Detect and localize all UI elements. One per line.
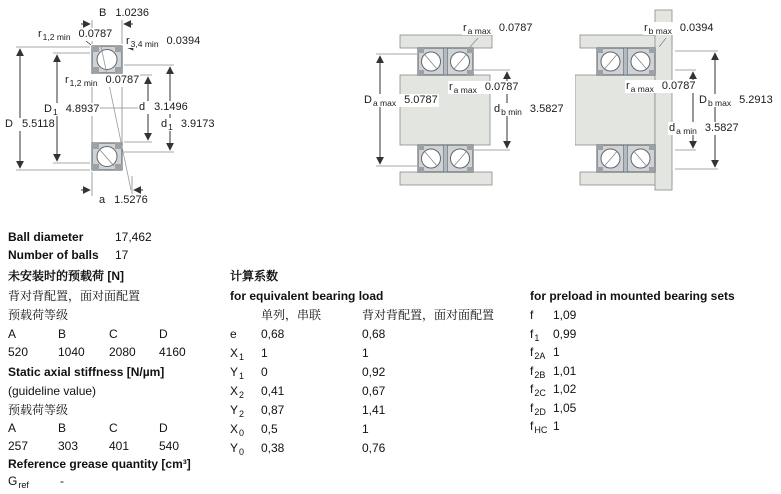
preload-class-D: D [159,327,168,341]
bearing-pair-top [597,48,655,75]
dim-d: d 3.1496 [139,101,188,113]
stiffness-class-A: A [8,421,17,435]
dim-d1: $d_1$ 3.9173 [161,118,215,132]
dim-ra-max-top: $r_{a max}$ 0.0787 [463,22,533,36]
housing-top [400,35,492,48]
bearing-bottom-section [92,143,122,170]
calc-row-v2: 0,92 [362,365,386,379]
ball-icon [97,147,117,167]
pf-row-sym: $f_{2A}$ [530,345,546,361]
calc-row-v2: 1 [362,346,369,360]
calc-row-v1: 1 [261,346,268,360]
ball-diameter-value: 17,462 [115,230,152,244]
stiffness-value-B: 303 [58,439,79,453]
single-bearing-diagram-graphic [0,0,240,220]
dim-D1: $D_1$ 4.8937 [44,103,100,117]
calc-col1-header: 单列，串联 [261,308,322,322]
preload-factors-title: for preload in mounted bearing sets [530,289,735,303]
stiffness-class-B: B [58,421,67,435]
calc-row-sym: $X_2$ [230,384,245,400]
stiffness-class-C: C [109,421,118,435]
pf-row-sym: $f_{2C}$ [530,382,546,398]
calc-row-v2: 0,76 [362,441,386,455]
bearing-set-drawing-1 [360,0,580,220]
calc-row-sym: $Y_1$ [230,365,245,381]
preload-value-D: 4160 [159,345,186,359]
preload-class-A: A [8,327,17,341]
calc-col2-header: 背对背配置，面对面配置 [362,308,495,322]
ball-diameter-label: Ball diameter [8,230,84,244]
pf-row-sym: $f_1$ [530,327,540,343]
calc-row-sym: e [230,327,237,341]
stiffness-note: (guideline value) [8,384,97,398]
calc-row-sym: $X_1$ [230,346,245,362]
pf-row-value: 1 [553,419,560,433]
stiffness-value-A: 257 [8,439,29,453]
calc-row-v1: 0,5 [261,422,278,436]
bearing-pair-bottom [418,145,473,172]
preload-class-C: C [109,327,118,341]
pf-row-sym: $f_{2D}$ [530,401,546,417]
calc-row-v2: 1 [362,422,369,436]
pf-row-value: 1 [553,345,560,359]
bearing-set-drawing-2 [575,0,781,220]
pf-row-value: 1,02 [553,382,577,396]
preload-class-B: B [58,327,67,341]
number-of-balls-value: 17 [115,248,129,262]
calc-row-v2: 1,41 [362,403,386,417]
dim-db-min: $d_{b min}$ 3.5827 [494,103,564,117]
bearing-pair-top [418,48,473,75]
dim-a: a 1.5276 [99,194,148,206]
stiffness-class-D: D [159,421,168,435]
dim-r12-mid: $r_{1,2 min}$ 0.0787 [65,74,140,88]
abutment-sleeve [655,10,672,190]
stiffness-class-label: 预载荷等级 [8,403,69,417]
preload-unmounted-title: 未安装时的预载荷 [N] [8,269,124,283]
dim-Db-max: $D_{b max}$ 5.2913 [699,94,773,108]
preload-value-C: 2080 [109,345,136,359]
grease-symbol: $G_{ref}$ [8,474,29,490]
calc-subtitle: for equivalent bearing load [230,289,384,303]
grease-value: - [60,474,64,488]
single-bearing-drawing [0,0,240,220]
pf-row-value: 1,01 [553,364,577,378]
preload-value-B: 1040 [58,345,85,359]
calc-row-v1: 0 [261,365,268,379]
dim-r12-top: $r_{1,2 min}$ 0.0787 [38,28,113,42]
dim-ra-max-mid: $r_{a max}$ 0.0787 [449,81,519,95]
dim-da-min: $d_{a min}$ 3.5827 [669,122,739,136]
calc-row-v1: 0,38 [261,441,285,455]
pf-row-value: 1,09 [553,308,577,322]
preload-class-label: 预载荷等级 [8,308,69,322]
dim-D: D 5.5118 [5,118,55,130]
number-of-balls-label: Number of balls [8,248,99,262]
dim-ra-max: $r_{a max}$ 0.0787 [626,80,696,94]
calc-row-v1: 0,68 [261,327,285,341]
bearing-top-section [92,46,122,73]
dim-r34: $r_{3,4 min}$ 0.0394 [126,35,201,49]
stiffness-value-D: 540 [159,439,180,453]
pf-row-sym: $f_{2B}$ [530,364,546,380]
bearing-pair-bottom [597,145,655,172]
preload-value-A: 520 [8,345,29,359]
calc-row-v2: 0,67 [362,384,386,398]
stiffness-value-C: 401 [109,439,130,453]
preload-arrangement: 背对背配置，面对面配置 [8,289,141,303]
calc-row-sym: $X_0$ [230,422,245,438]
calc-row-sym: $Y_2$ [230,403,245,419]
calc-row-v1: 0,87 [261,403,285,417]
dim-rb-max: $r_{b max}$ 0.0394 [644,22,714,36]
pf-row-sym: f [530,308,534,322]
calc-row-v1: 0,41 [261,384,285,398]
calc-row-sym: $Y_0$ [230,441,245,457]
ball-icon [97,50,117,70]
pf-row-value: 0,99 [553,327,577,341]
stiffness-title: Static axial stiffness [N/µm] [8,365,165,379]
pf-row-sym: $f_{HC}$ [530,419,548,435]
dim-Da-max: $D_{a max}$ 5.0787 [364,94,438,108]
pf-row-value: 1,05 [553,401,577,415]
housing-bottom [400,172,492,185]
dim-B: B 1.0236 [99,7,149,19]
grease-title: Reference grease quantity [cm³] [8,457,191,471]
calc-row-v2: 0,68 [362,327,386,341]
calc-title: 计算系数 [230,269,279,283]
